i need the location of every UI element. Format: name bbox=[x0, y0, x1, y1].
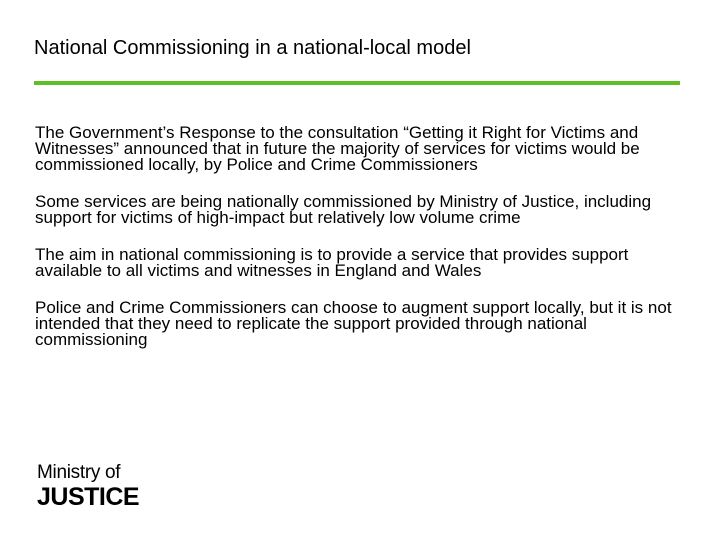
paragraph-aim: The aim in national commissioning is to provide a service that provides support available to all victims and witnesses in England and Wales bbox=[35, 245, 629, 280]
paragraph-pcc-augment: Police and Crime Commissioners can choose to augment support locally, but it is not intended that they need to replicate the support provided through national commissioning bbox=[35, 298, 672, 349]
slide-body bbox=[35, 125, 685, 369]
title-divider bbox=[34, 81, 680, 85]
paragraph-national-commissioning: Some services are being nationally commissioned by Ministry of Justice, including support for victims of high-impact but relatively low volume crime bbox=[35, 192, 652, 227]
logo-line-justice: JUSTICE bbox=[37, 483, 140, 511]
ministry-of-justice-logo bbox=[37, 462, 139, 510]
paragraph-consultation-response: The Government’s Response to the consultation “Getting it Right for Victims and Witnesses” announced that in future the majority of services for victims would be commissioned locally, by Police and Crime Commissioners bbox=[35, 123, 640, 174]
slide-title: National Commissioning in a national-local model bbox=[34, 37, 471, 59]
logo-line-ministry: Ministry of bbox=[37, 462, 121, 483]
